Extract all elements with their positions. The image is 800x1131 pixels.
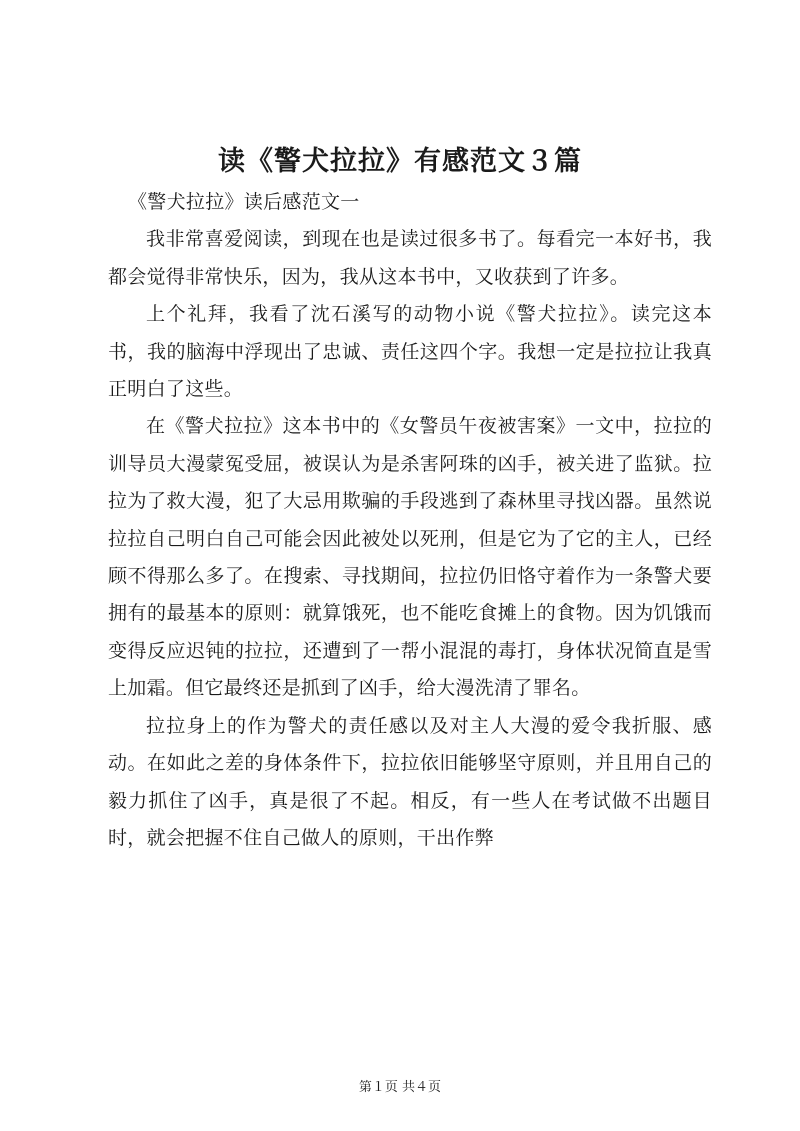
page-title: 读《警犬拉拉》有感范文３篇 (218, 146, 582, 177)
paragraph: 我非常喜爱阅读，到现在也是读过很多书了。每看完一本好书，我都会觉得非常快乐，因为，我从这本书中，又收获到了许多。 (108, 228, 712, 288)
section-subtitle: 《警犬拉拉》读后感范文一 (128, 191, 360, 213)
page-footer: 第１页 共４页 (358, 1080, 442, 1095)
paragraph: 拉拉身上的作为警犬的责任感以及对主人大漫的爱令我折服、感动。在如此之差的身体条件下，拉拉依旧能够坚守原则，并且用自己的毅力抓住了凶手，真是很了不起。相反，有一些人在考试做不出题目时，就会把握不住自己做人的原则，干出作弊 (108, 714, 712, 849)
document-body (108, 184, 712, 857)
paragraph: 上个礼拜，我看了沈石溪写的动物小说《警犬拉拉》。读完这本书，我的脑海中浮现出了忠诚、责任这四个字。我想一定是拉拉让我真正明白了这些。 (108, 303, 712, 401)
paragraph: 在《警犬拉拉》这本书中的《女警员午夜被害案》一文中，拉拉的训导员大漫蒙冤受屈，被误认为是杀害阿珠的凶手，被关进了监狱。拉拉为了救大漫，犯了大忌用欺骗的手段逃到了森林里寻找凶器。虽然说拉拉自己明白自己可能会因此被处以死刑，但是它为了它的主人，已经顾不得那么多了。在搜索、寻找期间，拉拉仍旧恪守着作为一条警犬要拥有的最基本的原则：就算饿死，也不能吃食摊上的食物。因为饥饿而变得反应迟钝的拉拉，还遭到了一帮小混混的毒打，身体状况简直是雪上加霜。但它最终还是抓到了凶手，给大漫洗清了罪名。 (108, 415, 712, 700)
